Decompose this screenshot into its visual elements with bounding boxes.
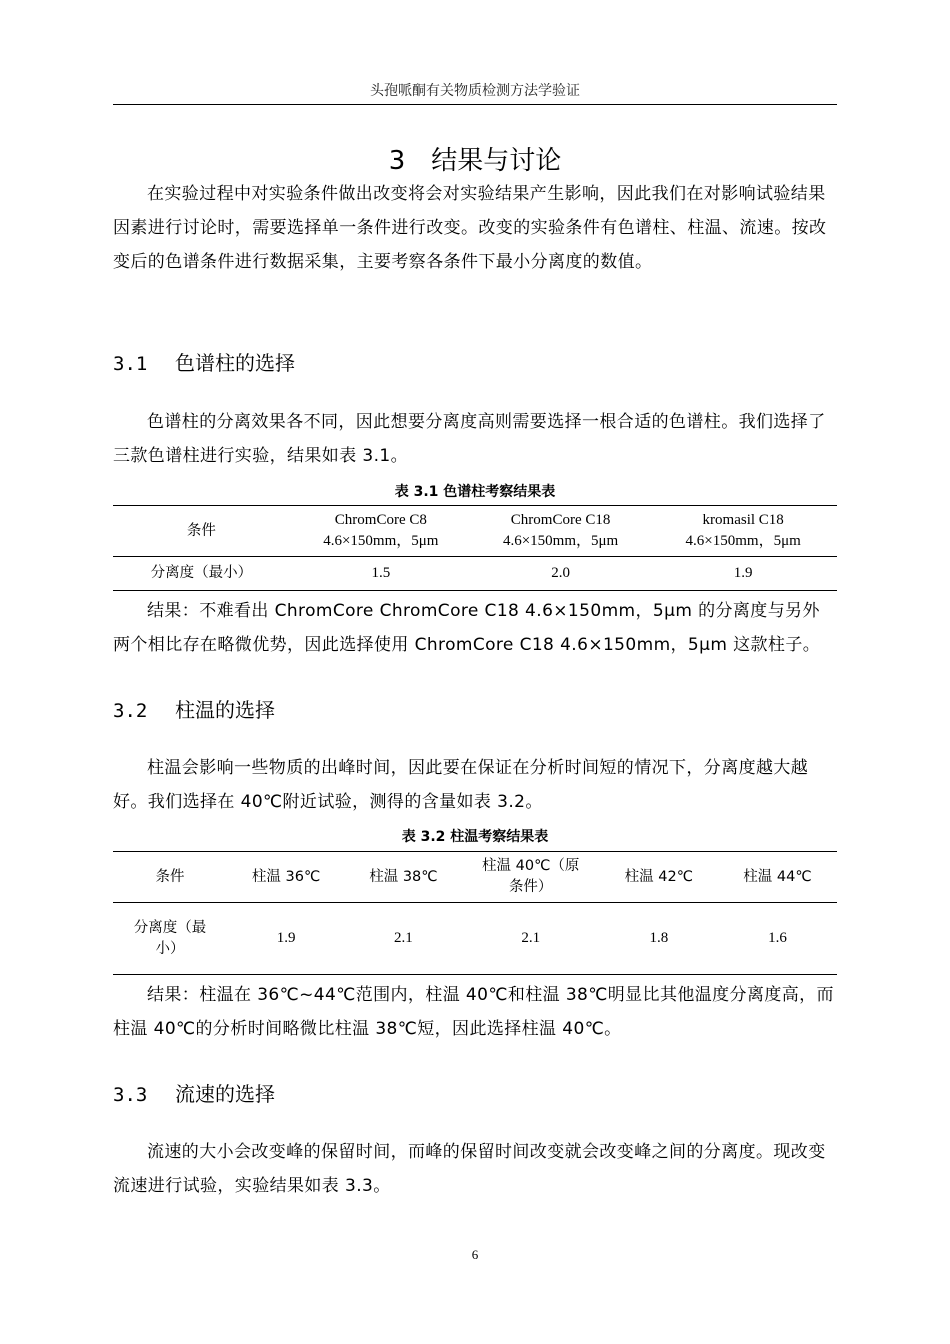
subsection-title: 流速的选择 xyxy=(175,1082,275,1106)
subsection-heading-3-3 xyxy=(113,1078,275,1107)
subsection-number: 3.1 xyxy=(113,353,148,375)
subsection-3-1-result: 结果：不难看出 ChromCore ChromCore C18 4.6×150mm，5μm 的分离度与另外两个相比存在略微优势，因此选择使用 ChromCore C18 4.6×150mm，5μm 这款柱子。 xyxy=(113,601,821,655)
table-header-label: 条件 xyxy=(113,506,290,557)
table-header-cell: 柱温 44℃ xyxy=(718,852,837,903)
table-cell: 1.9 xyxy=(649,557,837,591)
table-header-cell: 柱温 38℃ xyxy=(345,852,461,903)
table-cell: 1.6 xyxy=(718,903,837,975)
table-header-cell xyxy=(649,506,837,557)
subsection-heading-3-2 xyxy=(113,694,275,723)
table-header-cell: 柱温 40℃（原条件） xyxy=(462,852,600,903)
table-3-2 xyxy=(113,851,837,975)
table-cell: 2.0 xyxy=(472,557,649,591)
table-cell: 2.1 xyxy=(462,903,600,975)
intro-paragraph: 在实验过程中对实验条件做出改变将会对实验结果产生影响，因此我们在对影响试验结果因素进行讨论时，需要选择单一条件进行改变。改变的实验条件有色谱柱、柱温、流速。按改变后的色谱条件进行数据采集，主要考察各条件下最小分离度的数值。 xyxy=(113,184,827,272)
column-spec: 4.6×150mm，5μm xyxy=(502,533,619,549)
table-header-cell xyxy=(290,506,472,557)
row-label: 分离度（最小） xyxy=(113,903,227,975)
subsection-3-2-result: 结果：柱温在 36℃~44℃范围内，柱温 40℃和柱温 38℃明显比其他温度分离度高，而柱温 40℃的分析时间略微比柱温 38℃短，因此选择柱温 40℃。 xyxy=(113,985,834,1039)
table-cell: 1.9 xyxy=(227,903,345,975)
column-name: kromasil C18 xyxy=(702,512,784,528)
column-name: ChromCore C18 xyxy=(510,512,611,528)
table-header-cell xyxy=(472,506,649,557)
table-header-cell: 柱温 42℃ xyxy=(600,852,718,903)
running-header: 头孢哌酮有关物质检测方法学验证 xyxy=(370,83,580,99)
column-spec: 4.6×150mm，5μm xyxy=(323,533,439,549)
table-3-2-caption: 表 3.2 柱温考察结果表 xyxy=(401,829,549,845)
subsection-3-1-paragraph: 色谱柱的分离效果各不同，因此想要分离度高则需要选择一根合适的色谱柱。我们选择了三款色谱柱进行实验，结果如表 3.1。 xyxy=(113,412,826,466)
table-header-label: 条件 xyxy=(113,852,227,903)
table-cell: 1.5 xyxy=(290,557,472,591)
column-name: ChromCore C8 xyxy=(334,512,427,528)
subsection-number: 3.3 xyxy=(113,1084,148,1106)
table-header-row xyxy=(113,506,837,557)
table-cell: 2.1 xyxy=(345,903,461,975)
section-title: 3 结果与讨论 xyxy=(388,146,562,176)
table-3-1-caption: 表 3.1 色谱柱考察结果表 xyxy=(394,484,556,500)
subsection-number: 3.2 xyxy=(113,700,148,722)
table-header-row xyxy=(113,852,837,903)
column-spec: 4.6×150mm，5μm xyxy=(685,533,801,549)
subsection-heading-3-1 xyxy=(113,347,295,376)
page-number: 6 xyxy=(471,1247,479,1262)
subsection-3-3-paragraph: 流速的大小会改变峰的保留时间，而峰的保留时间改变就会改变峰之间的分离度。现改变流速进行试验，实验结果如表 3.3。 xyxy=(113,1142,826,1196)
table-3-1 xyxy=(113,505,837,591)
subsection-title: 色谱柱的选择 xyxy=(175,351,295,375)
header-rule xyxy=(113,104,837,105)
table-header-cell: 柱温 36℃ xyxy=(227,852,345,903)
row-label: 分离度（最小） xyxy=(113,557,290,591)
table-row xyxy=(113,903,837,975)
table-row xyxy=(113,557,837,591)
table-cell: 1.8 xyxy=(600,903,718,975)
subsection-title: 柱温的选择 xyxy=(175,698,275,722)
subsection-3-2-paragraph: 柱温会影响一些物质的出峰时间，因此要在保证在分析时间短的情况下，分离度越大越好。我们选择在 40℃附近试验，测得的含量如表 3.2。 xyxy=(113,758,809,812)
